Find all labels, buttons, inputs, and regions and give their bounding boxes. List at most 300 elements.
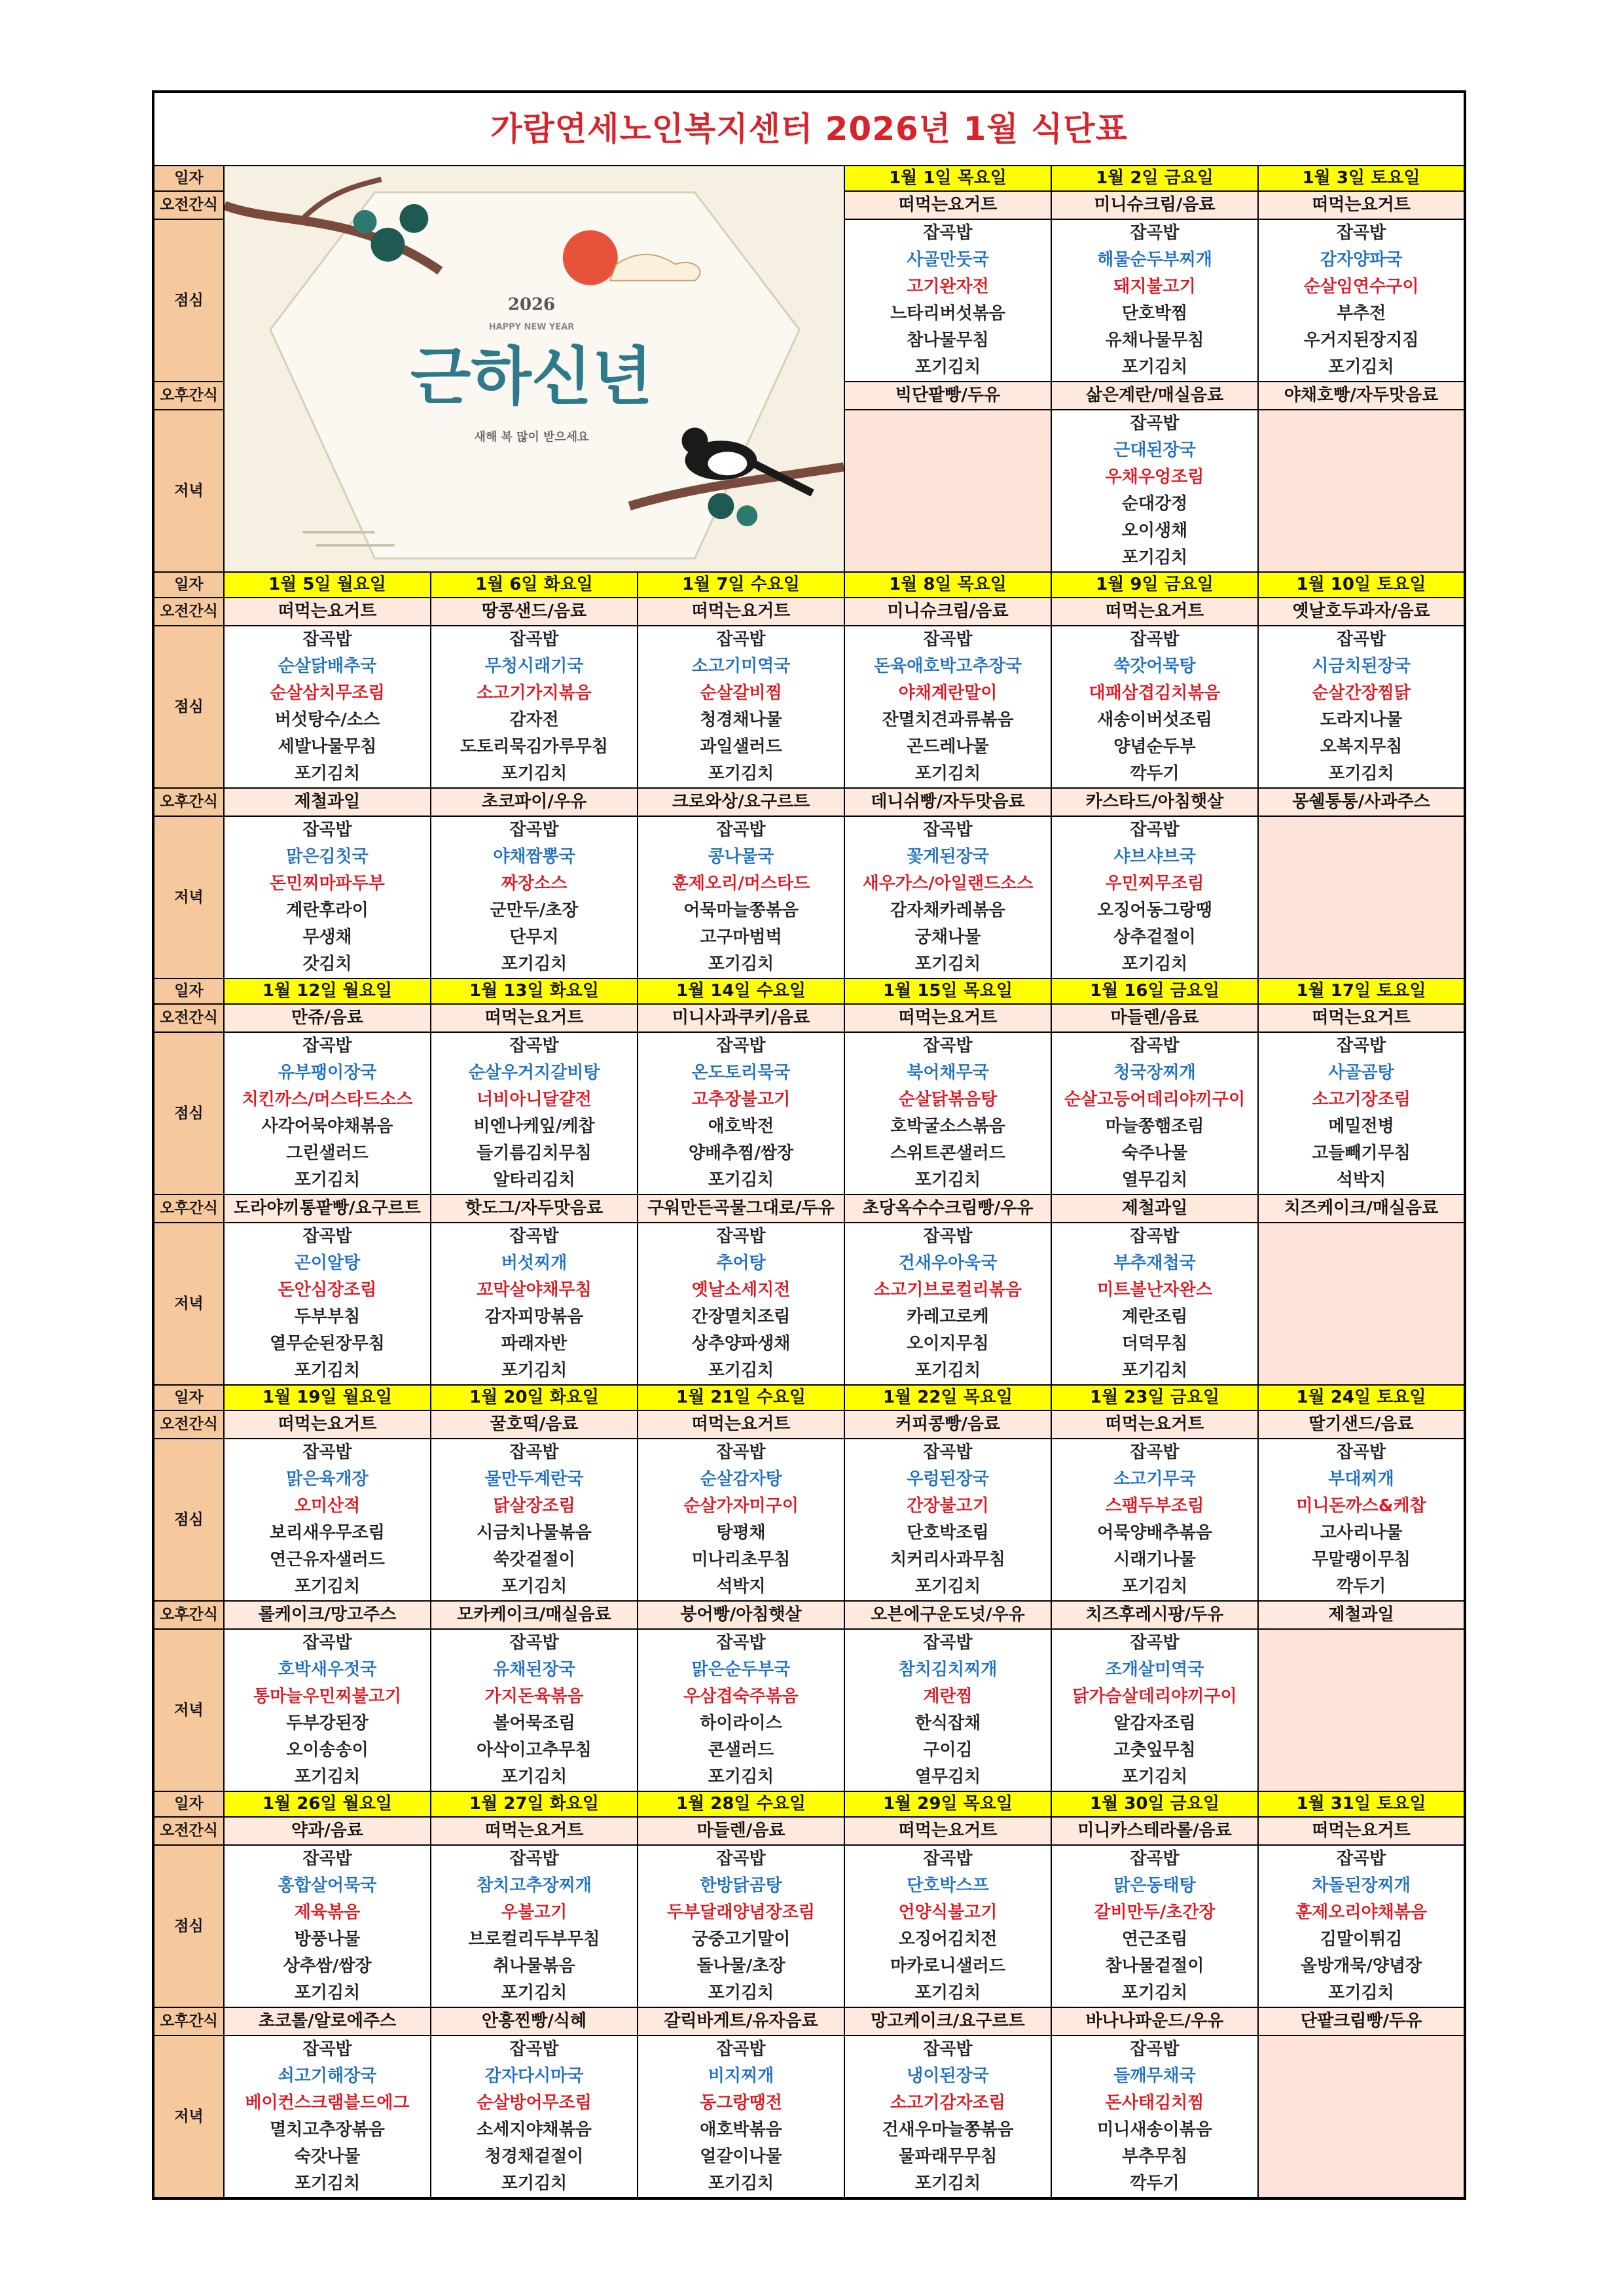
dinner-menu <box>638 1223 844 1385</box>
label-dinner: 저녁 <box>153 2036 224 2198</box>
dinner-menu <box>638 816 844 978</box>
menu-item: 잡곡밥 <box>1130 1443 1180 1462</box>
main-dish-item: 우삼겹숙주볶음 <box>683 1687 799 1706</box>
soup-item: 시금치된장국 <box>1312 656 1411 676</box>
main-dish-item: 순살가자미구이 <box>683 1496 799 1516</box>
banner-sub: HAPPY NEW YEAR <box>488 322 575 332</box>
main-dish-item: 제육볶음 <box>294 1903 361 1922</box>
menu-item: 들기름김치무침 <box>477 1143 592 1163</box>
menu-item: 포기김치 <box>914 357 981 377</box>
menu-item: 잡곡밥 <box>509 2039 559 2059</box>
menu-item: 마늘쫑햄조림 <box>1105 1117 1204 1136</box>
menu-item: 쑥갓겉절이 <box>493 1550 575 1570</box>
pm-snack: 야채호빵/자두맛음료 <box>1258 382 1465 410</box>
menu-item: 잡곡밥 <box>509 1849 559 1869</box>
menu-item: 잡곡밥 <box>1336 1443 1386 1462</box>
menu-item: 순대강정 <box>1121 494 1188 514</box>
lunch-menu <box>224 626 431 788</box>
soup-item: 순살닭배추국 <box>278 656 377 676</box>
menu-item: 물파래무무침 <box>898 2147 998 2166</box>
menu-item: 비엔나케잎/케찹 <box>473 1117 595 1136</box>
pm-snack: 갈릭바게트/유자음료 <box>638 2007 844 2036</box>
pm-snack: 삶은계란/매실음료 <box>1051 382 1258 410</box>
menu-item: 잡곡밥 <box>716 630 766 649</box>
menu-item: 잡곡밥 <box>716 1443 766 1462</box>
menu-item: 탕평채 <box>716 1523 766 1543</box>
menu-item: 카레고로케 <box>907 1307 989 1327</box>
menu-item: 잡곡밥 <box>509 1633 559 1653</box>
dinner-menu <box>224 1629 431 1791</box>
day-header: 1월 1일 목요일 <box>844 166 1051 191</box>
menu-item: 시금치나물볶음 <box>477 1523 592 1543</box>
lunch-menu <box>844 1439 1051 1601</box>
day-header: 1월 29일 목요일 <box>844 1791 1051 1817</box>
menu-item: 궁중고기말이 <box>691 1929 791 1949</box>
menu-item: 잡곡밥 <box>1130 1849 1180 1869</box>
menu-item: 열무김치 <box>914 1767 981 1787</box>
soup-item: 버섯찌개 <box>501 1253 568 1273</box>
menu-item: 잡곡밥 <box>302 1036 352 1056</box>
pm-snack: 안흥찐빵/식혜 <box>431 2007 638 2036</box>
lunch-menu <box>1258 219 1465 382</box>
menu-item: 포기김치 <box>914 1577 981 1596</box>
lunch-menu <box>638 1032 844 1194</box>
menu-item: 잡곡밥 <box>716 820 766 840</box>
soup-item: 곤이알탕 <box>294 1253 361 1273</box>
menu-item: 잔멸치견과류볶음 <box>882 710 1014 730</box>
main-dish-item: 소고기가지볶음 <box>477 683 592 703</box>
soup-item: 해물순두부찌개 <box>1097 250 1212 270</box>
label-lunch: 점심 <box>153 1439 224 1601</box>
menu-item: 갓김치 <box>302 954 352 974</box>
am-snack: 떠먹는요거트 <box>844 191 1051 219</box>
pm-snack: 붕어빵/아침햇살 <box>638 1601 844 1629</box>
soup-item: 꽃게된장국 <box>907 847 989 867</box>
soup-item: 소고기미역국 <box>691 656 791 676</box>
soup-item: 청국장찌개 <box>1113 1063 1196 1083</box>
am-snack: 떠먹는요거트 <box>431 1004 638 1032</box>
menu-item: 멸치고추장볶음 <box>270 2120 385 2140</box>
menu-item: 감자전 <box>509 710 559 730</box>
am-snack: 떠먹는요거트 <box>638 1410 844 1439</box>
dinner-menu <box>1051 1223 1258 1385</box>
menu-item: 포기김치 <box>501 1767 568 1787</box>
dinner-menu <box>844 1629 1051 1791</box>
soup-item: 한방닭곰탕 <box>700 1876 782 1895</box>
am-snack: 미니카스테라롤/음료 <box>1051 1817 1258 1845</box>
main-dish-item: 순살갈비찜 <box>700 683 782 703</box>
label-date: 일자 <box>153 572 224 598</box>
menu-item: 포기김치 <box>294 1577 361 1596</box>
menu-item: 포기김치 <box>708 954 774 974</box>
menu-item: 양념순두부 <box>1113 737 1196 757</box>
main-dish-item: 두부달래양념장조림 <box>666 1903 816 1922</box>
menu-item: 얼갈이나물 <box>700 2147 782 2166</box>
day-header: 1월 14일 수요일 <box>638 978 844 1004</box>
main-dish-item: 돼지불고기 <box>1113 277 1196 296</box>
menu-item: 포기김치 <box>294 2174 361 2193</box>
label-date: 일자 <box>153 1791 224 1817</box>
menu-item: 잡곡밥 <box>923 1633 973 1653</box>
label-pm-snack: 오후간식 <box>153 382 224 410</box>
day-header: 1월 13일 화요일 <box>431 978 638 1004</box>
am-snack: 딸기샌드/음료 <box>1258 1410 1465 1439</box>
menu-item: 포기김치 <box>1121 1577 1188 1596</box>
menu-item: 알타리김치 <box>493 1170 575 1190</box>
main-dish-item: 소고기감자조림 <box>890 2093 1005 2113</box>
menu-item: 포기김치 <box>708 1767 774 1787</box>
menu-item: 고들빼기무침 <box>1312 1143 1411 1163</box>
soup-item: 맑은김칫국 <box>286 847 369 867</box>
dinner-menu <box>638 1629 844 1791</box>
menu-item: 보리새우무조림 <box>270 1523 385 1543</box>
lunch-menu <box>844 626 1051 788</box>
soup-item: 북어채무국 <box>907 1063 989 1083</box>
dinner-menu <box>1258 1629 1465 1791</box>
main-dish-item: 가지돈육볶음 <box>484 1687 584 1706</box>
menu-item: 소세지야채볶음 <box>477 2120 592 2140</box>
main-dish-item: 동그랑땡전 <box>700 2093 782 2113</box>
main-dish-item: 소고기브로컬리볶음 <box>873 1280 1022 1300</box>
menu-item: 열무순된장무침 <box>270 1334 385 1354</box>
menu-item: 마카로니샐러드 <box>890 1956 1005 1976</box>
pm-snack: 치즈후레시팡/두유 <box>1051 1601 1258 1629</box>
menu-item: 포기김치 <box>501 1361 568 1380</box>
lunch-menu <box>844 1845 1051 2007</box>
menu-item: 포기김치 <box>1121 548 1188 567</box>
day-header: 1월 30일 금요일 <box>1051 1791 1258 1817</box>
menu-item: 잡곡밥 <box>1336 630 1386 649</box>
menu-item: 스위트콘샐러드 <box>890 1143 1005 1163</box>
dinner-menu <box>224 1223 431 1385</box>
main-dish-item: 돈사태김치찜 <box>1105 2093 1204 2113</box>
menu-item: 두부강된장 <box>286 1713 369 1733</box>
menu-item: 계란후라이 <box>286 901 369 920</box>
menu-item: 잡곡밥 <box>716 1227 766 1246</box>
soup-item: 비지찌개 <box>708 2066 774 2086</box>
menu-item: 포기김치 <box>1121 954 1188 974</box>
page-title: 가람연세노인복지센터 2026년 1월 식단표 <box>153 92 1465 166</box>
am-snack: 마들렌/음료 <box>1051 1004 1258 1032</box>
menu-item: 두부부침 <box>294 1307 361 1327</box>
dinner-menu <box>431 2036 638 2198</box>
day-header: 1월 3일 토요일 <box>1258 166 1465 191</box>
main-dish-item: 너비아니달걀전 <box>477 1090 592 1109</box>
label-pm-snack: 오후간식 <box>153 2007 224 2036</box>
main-dish-item: 미니돈까스&케찹 <box>1296 1496 1426 1516</box>
menu-item: 포기김치 <box>914 1983 981 2003</box>
menu-item: 오이지무침 <box>907 1334 989 1354</box>
menu-item: 잡곡밥 <box>923 2039 973 2059</box>
soup-item: 맑은동태탕 <box>1113 1876 1196 1895</box>
menu-item: 호박굴소스볶음 <box>890 1117 1005 1136</box>
menu-item: 하이라이스 <box>700 1713 782 1733</box>
dinner-menu <box>1051 816 1258 978</box>
pm-snack: 제철과일 <box>1258 1601 1465 1629</box>
menu-item: 포기김치 <box>294 1361 361 1380</box>
menu-item: 포기김치 <box>294 1767 361 1787</box>
day-header: 1월 24일 토요일 <box>1258 1385 1465 1410</box>
menu-item: 포기김치 <box>1328 357 1394 377</box>
soup-item: 유채된장국 <box>493 1660 575 1679</box>
menu-item: 곤드레나물 <box>907 737 989 757</box>
menu-item: 아삭이고추무침 <box>477 1740 592 1760</box>
pm-snack: 롤케이크/망고주스 <box>224 1601 431 1629</box>
am-snack: 만쥬/음료 <box>224 1004 431 1032</box>
lunch-menu <box>1051 1845 1258 2007</box>
dinner-menu <box>1258 1223 1465 1385</box>
soup-item: 근대된장국 <box>1113 440 1196 460</box>
menu-item: 시래기나물 <box>1113 1550 1196 1570</box>
am-snack: 떠먹는요거트 <box>224 1410 431 1439</box>
day-header: 1월 26일 월요일 <box>224 1791 431 1817</box>
menu-item: 오징어동그랑땡 <box>1097 901 1212 920</box>
dinner-menu <box>1051 2036 1258 2198</box>
day-header: 1월 16일 금요일 <box>1051 978 1258 1004</box>
menu-item: 잡곡밥 <box>1130 414 1180 433</box>
main-dish-item: 옛날소세지전 <box>691 1280 791 1300</box>
soup-item: 소고기무국 <box>1113 1469 1196 1489</box>
label-dinner: 저녁 <box>153 1629 224 1791</box>
menu-item: 잡곡밥 <box>716 1036 766 1056</box>
menu-item: 오이생채 <box>1121 521 1188 541</box>
menu-item: 그린샐러드 <box>286 1143 369 1163</box>
dinner-menu <box>431 816 638 978</box>
menu-item: 포기김치 <box>1121 1361 1188 1380</box>
dinner-menu <box>431 1223 638 1385</box>
am-snack: 미니사과쿠키/음료 <box>638 1004 844 1032</box>
dinner-menu <box>638 2036 844 2198</box>
main-dish-item: 새우가스/아일랜드소스 <box>862 874 1034 893</box>
pm-snack: 초당옥수수크림빵/우유 <box>844 1194 1051 1223</box>
menu-item: 방풍나물 <box>294 1929 361 1949</box>
pm-snack: 제철과일 <box>224 788 431 816</box>
dinner-menu <box>844 816 1051 978</box>
menu-item: 잡곡밥 <box>302 1849 352 1869</box>
pm-snack: 핫도그/자두맛음료 <box>431 1194 638 1223</box>
soup-item: 참치고추장찌개 <box>477 1876 592 1895</box>
day-header: 1월 28일 수요일 <box>638 1791 844 1817</box>
lunch-menu <box>431 1439 638 1601</box>
pm-snack: 초코롤/알로에주스 <box>224 2007 431 2036</box>
day-header: 1월 6일 화요일 <box>431 572 638 598</box>
menu-item: 숙주나물 <box>1121 1143 1188 1163</box>
soup-item: 감자다시마국 <box>484 2066 584 2086</box>
label-date: 일자 <box>153 166 224 191</box>
main-dish-item: 대패삼겹김치볶음 <box>1089 683 1221 703</box>
main-dish-item: 갈비만두/초간장 <box>1094 1903 1216 1922</box>
lunch-menu <box>638 1845 844 2007</box>
am-snack: 떠먹는요거트 <box>1258 191 1465 219</box>
label-pm-snack: 오후간식 <box>153 1601 224 1629</box>
main-dish-item: 순살고등어데리야끼구이 <box>1064 1090 1246 1109</box>
menu-item: 깍두기 <box>1130 764 1180 783</box>
lunch-menu <box>638 626 844 788</box>
menu-item: 간장멸치조림 <box>691 1307 791 1327</box>
menu-item: 상추쌈/쌈장 <box>283 1956 372 1976</box>
soup-item: 순살우거지갈비탕 <box>468 1063 600 1083</box>
menu-item: 건새우마늘쫑볶음 <box>882 2120 1014 2140</box>
menu-item: 잡곡밥 <box>923 223 973 243</box>
label-am-snack: 오전간식 <box>153 1817 224 1845</box>
menu-item: 감자피망볶음 <box>484 1307 584 1327</box>
menu-item: 연근유자샐러드 <box>270 1550 385 1570</box>
day-header: 1월 27일 화요일 <box>431 1791 638 1817</box>
soup-item: 유부팽이장국 <box>278 1063 377 1083</box>
menu-item: 잡곡밥 <box>509 1443 559 1462</box>
menu-item: 잡곡밥 <box>302 1443 352 1462</box>
lunch-menu <box>1258 1845 1465 2007</box>
am-snack: 마들렌/음료 <box>638 1817 844 1845</box>
soup-item: 순살감자탕 <box>700 1469 782 1489</box>
day-header: 1월 31일 토요일 <box>1258 1791 1465 1817</box>
pm-snack: 망고케이크/요구르트 <box>844 2007 1051 2036</box>
pm-snack: 치즈케이크/매실음료 <box>1258 1194 1465 1223</box>
menu-item: 포기김치 <box>914 1170 981 1190</box>
menu-item: 잡곡밥 <box>509 820 559 840</box>
menu-item: 잡곡밥 <box>302 1633 352 1653</box>
label-lunch: 점심 <box>153 219 224 382</box>
menu-item: 유채나물무침 <box>1105 331 1204 350</box>
menu-item: 포기김치 <box>914 764 981 783</box>
pm-snack: 바나나파운드/우유 <box>1051 2007 1258 2036</box>
menu-item: 깍두기 <box>1336 1577 1386 1596</box>
meal-plan-table <box>152 90 1466 2200</box>
lunch-menu <box>1051 1439 1258 1601</box>
soup-item: 온도토리묵국 <box>691 1063 791 1083</box>
menu-item: 잡곡밥 <box>302 630 352 649</box>
lunch-menu <box>224 1845 431 2007</box>
menu-item: 잡곡밥 <box>923 630 973 649</box>
day-header: 1월 15일 목요일 <box>844 978 1051 1004</box>
dinner-menu <box>224 2036 431 2198</box>
dinner-menu <box>224 816 431 978</box>
menu-item: 포기김치 <box>914 1361 981 1380</box>
menu-item: 알감자조림 <box>1113 1713 1196 1733</box>
main-dish-item: 우채우엉조림 <box>1105 467 1204 487</box>
lunch-menu <box>431 1845 638 2007</box>
soup-item: 감자양파국 <box>1320 250 1403 270</box>
menu-item: 석박지 <box>1336 1170 1386 1190</box>
pm-snack: 데니쉬빵/자두맛음료 <box>844 788 1051 816</box>
menu-item: 포기김치 <box>1328 764 1394 783</box>
main-dish-item: 야채계란말이 <box>898 683 998 703</box>
pm-snack: 초코파이/우유 <box>431 788 638 816</box>
main-dish-item: 돈안심장조림 <box>278 1280 377 1300</box>
menu-item: 오이송송이 <box>286 1740 369 1760</box>
am-snack: 떠먹는요거트 <box>431 1817 638 1845</box>
day-header: 1월 9일 금요일 <box>1051 572 1258 598</box>
lunch-menu <box>431 1032 638 1194</box>
am-snack: 커피콩빵/음료 <box>844 1410 1051 1439</box>
menu-item: 돌나물/초장 <box>696 1956 785 1976</box>
day-header: 1월 12일 월요일 <box>224 978 431 1004</box>
menu-item: 부추전 <box>1336 304 1386 323</box>
menu-item: 더덕무침 <box>1121 1334 1188 1354</box>
menu-item: 볼어묵조림 <box>493 1713 575 1733</box>
main-dish-item: 간장불고기 <box>907 1496 989 1516</box>
menu-item: 새송이버섯조림 <box>1097 710 1212 730</box>
soup-item: 들깨무채국 <box>1113 2066 1196 2086</box>
day-header: 1월 7일 수요일 <box>638 572 844 598</box>
dinner-menu <box>431 1629 638 1791</box>
menu-item: 메밀전병 <box>1328 1117 1394 1136</box>
main-dish-item: 순살임연수구이 <box>1303 277 1419 296</box>
main-dish-item: 오미산적 <box>294 1496 361 1516</box>
menu-item: 사각어묵야채볶음 <box>261 1117 393 1136</box>
menu-item: 단무지 <box>509 927 559 947</box>
main-dish-item: 돈민찌마파두부 <box>270 874 385 893</box>
menu-item: 세발나물무침 <box>278 737 377 757</box>
main-dish-item: 스팸두부조림 <box>1105 1496 1204 1516</box>
menu-item: 오복지무침 <box>1320 737 1403 757</box>
am-snack: 옛날호두과자/음료 <box>1258 598 1465 626</box>
menu-item: 파래자반 <box>501 1334 568 1354</box>
menu-item: 열무김치 <box>1121 1170 1188 1190</box>
menu-item: 애호박볶음 <box>700 2120 782 2140</box>
main-dish-item: 우불고기 <box>501 1903 568 1922</box>
label-lunch: 점심 <box>153 1032 224 1194</box>
menu-item: 포기김치 <box>708 1170 774 1190</box>
menu-item: 포기김치 <box>294 764 361 783</box>
lunch-menu <box>224 1032 431 1194</box>
menu-item: 포기김치 <box>708 1361 774 1380</box>
pm-snack: 카스타드/아침햇살 <box>1051 788 1258 816</box>
am-snack: 떠먹는요거트 <box>1051 1410 1258 1439</box>
pm-snack: 몽쉘통통/사과주스 <box>1258 788 1465 816</box>
menu-item: 애호박전 <box>708 1117 774 1136</box>
menu-item: 잡곡밥 <box>1336 223 1386 243</box>
main-dish-item: 짜장소스 <box>501 874 568 893</box>
menu-item: 잡곡밥 <box>923 1227 973 1246</box>
soup-item: 부추재첩국 <box>1113 1253 1196 1273</box>
menu-item: 포기김치 <box>294 1983 361 2003</box>
soup-item: 야채짬뽕국 <box>493 847 575 867</box>
main-dish-item: 훈제오리야채볶음 <box>1295 1903 1427 1922</box>
menu-item: 상추겉절이 <box>1113 927 1196 947</box>
main-dish-item: 고기완자전 <box>907 277 989 296</box>
lunch-menu <box>1258 1439 1465 1601</box>
main-dish-item: 계란찜 <box>923 1687 973 1706</box>
dinner-menu <box>1051 410 1258 572</box>
label-lunch: 점심 <box>153 626 224 788</box>
lunch-menu <box>224 1439 431 1601</box>
menu-item: 포기김치 <box>1328 1983 1394 2003</box>
lunch-menu <box>1051 219 1258 382</box>
dinner-menu <box>1258 816 1465 978</box>
soup-item: 추어탕 <box>716 1253 766 1273</box>
menu-item: 포기김치 <box>914 2174 981 2193</box>
menu-item: 무말랭이무침 <box>1312 1550 1411 1570</box>
menu-item: 잡곡밥 <box>923 1849 973 1869</box>
am-snack: 꿀호떡/음료 <box>431 1410 638 1439</box>
am-snack: 떠먹는요거트 <box>1258 1817 1465 1845</box>
am-snack: 미니슈크림/음료 <box>1051 191 1258 219</box>
day-header: 1월 10일 토요일 <box>1258 572 1465 598</box>
soup-item: 쑥갓어묵탕 <box>1113 656 1196 676</box>
main-dish-item: 통마늘우민찌불고기 <box>253 1687 402 1706</box>
menu-item: 고구마범벅 <box>700 927 782 947</box>
menu-item: 단호박조림 <box>907 1523 989 1543</box>
dinner-menu <box>1258 410 1465 572</box>
soup-item: 사골곰탕 <box>1328 1063 1394 1083</box>
menu-item: 버섯탕수/소스 <box>274 710 380 730</box>
menu-item: 김말이튀김 <box>1320 1929 1403 1949</box>
new-year-illustration <box>225 166 844 571</box>
menu-item: 구이김 <box>923 1740 973 1760</box>
soup-item: 맑은순두부국 <box>691 1660 791 1679</box>
menu-item: 도토리묵김가루무침 <box>460 737 609 757</box>
